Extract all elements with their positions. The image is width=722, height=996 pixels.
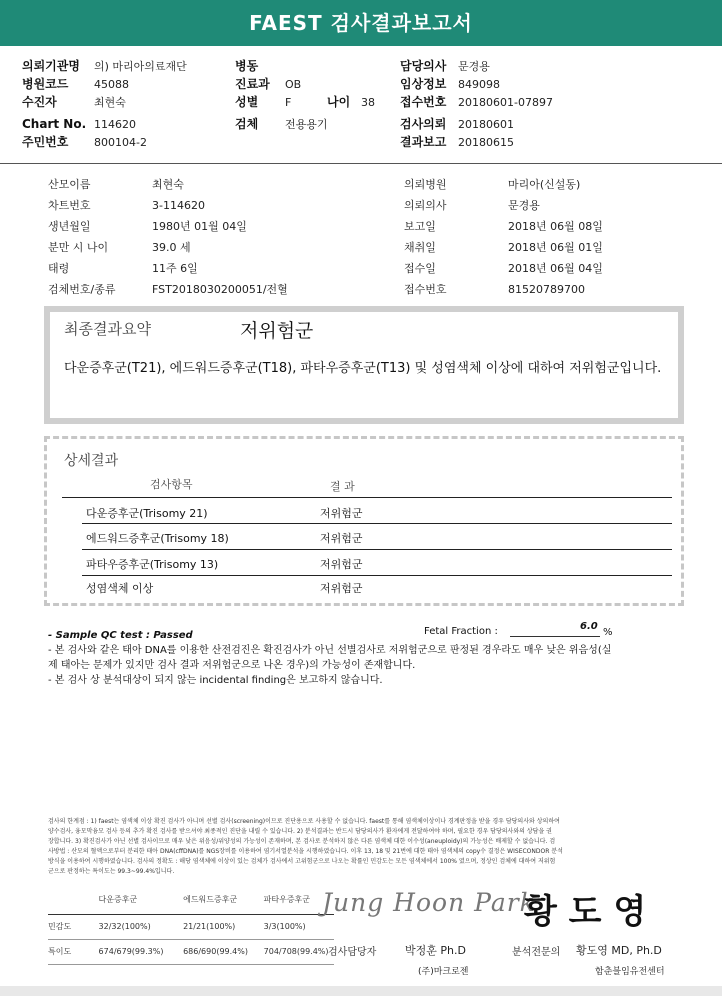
patient-value: 2018년 06월 04일 [508, 262, 603, 275]
table-row-item: 다운증후군(Trisomy 21) [86, 507, 208, 520]
patient-key: 태령 [48, 262, 70, 275]
accuracy-cell: 704/708(99.4%) [263, 947, 329, 956]
header-key: 검사의뢰 [400, 117, 447, 131]
patient-key: 분만 시 나이 [48, 241, 109, 254]
patient-value: 3-114620 [152, 199, 205, 212]
header-key: Chart No. [22, 117, 87, 131]
accuracy-row-label: 특이도 [48, 947, 72, 956]
table-row-line [82, 549, 672, 550]
limitation-line: 양수검사, 융모막융모 검사 등의 추가 확진 검사를 받으셔야 최종적인 진단을 내릴 수 있습니다. 2) 분석결과는 반드시 담당의사가 환자에게 전달하여야 하며, 필요한 경우 담당의사와의 상담을 권 [48, 828, 552, 835]
patient-value: 2018년 06월 01일 [508, 241, 603, 254]
summary-text: 다운증후군(T21), 에드워드증후군(T18), 파타우증후군(T13) 및 성염색체 이상에 대하여 저위험군입니다. [64, 361, 662, 376]
accuracy-cell: 3/3(100%) [263, 922, 306, 931]
accuracy-cell: 32/32(100%) [98, 922, 151, 931]
header-divider [0, 163, 722, 164]
bottom-bar [0, 986, 722, 996]
fetal-fraction-label: Fetal Fraction : [424, 626, 498, 637]
header-value: 20180601-07897 [458, 96, 553, 109]
header-value: 114620 [94, 118, 136, 131]
patient-value: 1980년 01월 04일 [152, 220, 247, 233]
patient-key: 보고일 [404, 220, 436, 233]
limitation-line: 군으로 판정하는 특이도는 99.3~99.4%입니다. [48, 868, 175, 875]
header-value: 20180615 [458, 136, 514, 149]
header-key: 결과보고 [400, 135, 447, 149]
limitation-line: 검사의 한계점 : 1) faest는 염색체 이상 확진 검사가 아니며 선별 검사(screening)이므로 진단용으로 사용할 수 없습니다. faest를 통해 염색체이상이나 경계판정을 받을 경우 담당의사와 상의하여 [48, 818, 560, 825]
patient-key: 산모이름 [48, 178, 91, 191]
header-value: OB [285, 78, 302, 91]
patient-key: 의뢰의사 [404, 199, 447, 212]
patient-value: 2018년 06월 08일 [508, 220, 603, 233]
table-row-result: 저위험군 [320, 507, 363, 520]
table-header-line [62, 497, 672, 498]
header-value: 전용용기 [285, 118, 328, 131]
fetal-fraction-underline [510, 636, 600, 637]
header-key: 의뢰기관명 [22, 59, 80, 73]
patient-value: 마리아(신설동) [508, 178, 581, 191]
header-col2 [235, 55, 375, 131]
accuracy-col-header: 파타우증후군 [263, 895, 311, 904]
note-line: 제 태아는 문제가 있지만 검사 결과 저위험군으로 나온 경우)의 가능성이 존재합니다. [48, 660, 416, 671]
expert-name: 황도영 MD, Ph.D [576, 944, 662, 957]
header-value: 문경용 [458, 60, 490, 73]
signature-jung-hoon-park: Jung Hoon Park [322, 888, 536, 917]
header-value: 20180601 [458, 118, 514, 131]
tester-label: 검사담당자 [328, 947, 377, 958]
summary-label: 최종결과요약 [64, 320, 151, 338]
header-key: 검체 [235, 117, 259, 131]
col-header-item: 검사항목 [150, 478, 193, 491]
patient-value: 81520789700 [508, 283, 585, 296]
patient-key: 접수번호 [404, 283, 447, 296]
table-row-result: 저위험군 [320, 532, 363, 545]
patient-key: 검체번호/종류 [48, 283, 116, 296]
accuracy-cell: 674/679(99.3%) [98, 947, 164, 956]
header-col3 [400, 55, 553, 149]
col-header-result: 결 과 [330, 480, 355, 493]
header-value: F [285, 96, 292, 109]
table-row-result: 저위험군 [320, 582, 363, 595]
note-line: - 본 검사와 같은 태아 DNA를 이용한 산전검진은 확진검사가 아닌 선별검사로 저위험군으로 판정된 경우라도 매우 낮은 위음성(실 [48, 645, 612, 656]
patient-key: 접수일 [404, 262, 436, 275]
sample-qc: - Sample QC test : Passed [48, 630, 193, 641]
table-row-line [82, 523, 672, 524]
tester-name: 박정훈 Ph.D [405, 944, 466, 957]
accuracy-col-header: 에드워드증후군 [183, 895, 238, 904]
accuracy-table [48, 894, 334, 965]
header-key: 병동 [235, 59, 259, 73]
header-key: 진료과 [235, 77, 270, 91]
limitation-line: 장합니다. 3) 확진검사가 아닌 선별 검사이므로 매우 낮은 위음성/위양성의 가능성이 존재하며, 본 검사로 분석하지 않은 다른 염색체 대한 이수성(aneuploidy)의 가능성은 배제할 수 없습니다. 검 [48, 838, 556, 845]
accuracy-row-label: 민감도 [48, 922, 72, 931]
header-key: 수진자 [22, 95, 57, 109]
patient-key: 의뢰병원 [404, 178, 447, 191]
fetal-fraction-unit: % [603, 627, 613, 638]
patient-key: 차트번호 [48, 199, 91, 212]
header-key: 주민번호 [22, 135, 69, 149]
header-key: 병원코드 [22, 77, 69, 91]
table-row-item: 성염색체 이상 [86, 582, 154, 595]
limitation-line: 방식을 이용하여 시행하였습니다. 검사의 정확도 : 해당 염색체에 이상이 있는 검체가 검사에서 고위험군으로 나오는 확률인 민감도는 모든 염색체에서 100% 였으며, 정상인 검체에 대하여 저위험 [48, 858, 556, 865]
patient-key: 채취일 [404, 241, 436, 254]
header-value: 의) 마리아의료재단 [94, 60, 187, 73]
header-col1 [22, 55, 187, 149]
patient-value: 39.0 세 [152, 241, 191, 254]
detail-title: 상세결과 [64, 453, 119, 469]
table-row-item: 에드워드증후군(Trisomy 18) [86, 532, 229, 545]
patient-value: 11주 6일 [152, 262, 198, 275]
header-key: 성별 [235, 95, 259, 109]
summary-value: 저위험군 [240, 320, 314, 342]
header-key: 접수번호 [400, 95, 447, 109]
patient-value: FST2018030200051/전혈 [152, 283, 288, 296]
accuracy-cell: 686/690(99.4%) [183, 947, 248, 956]
patient-value: 문경용 [508, 199, 540, 212]
header-value: 849098 [458, 78, 500, 91]
table-row-item: 파타우증후군(Trisomy 13) [86, 558, 219, 571]
header-value: 최현숙 [94, 96, 126, 109]
patient-info-left [48, 173, 288, 299]
accuracy-col-header: 다운증후군 [98, 895, 138, 904]
note-line: - 본 검사 상 분석대상이 되지 않는 incidental finding은 보고하지 않습니다. [48, 675, 383, 686]
patient-key: 생년월일 [48, 220, 91, 233]
header-value: 45088 [94, 78, 129, 91]
header-value: 800104-2 [94, 136, 147, 149]
notes [48, 643, 688, 688]
expert-label: 분석전문의 [512, 947, 561, 958]
age-value: 38 [361, 96, 375, 109]
accuracy-cell: 21/21(100%) [183, 922, 236, 931]
limitation-line: 사방법 : 산모의 혈액으로부터 분리한 태아 DNA(cffDNA)를 NGS장비를 이용하여 염기서열분석을 시행하였습니다. 이후 13, 18 및 21번에 대한 태아 염색체의 copy수 결정은 WISECONDOR 분석 [48, 848, 563, 855]
age-label: 나이 [327, 95, 351, 109]
tester-org: (주)마크로젠 [418, 967, 469, 977]
fetal-fraction-value: 6.0 [580, 621, 598, 632]
header-key: 임상정보 [400, 77, 447, 91]
patient-info-right [404, 173, 603, 299]
table-row-line [82, 575, 672, 576]
header-key: 담당의사 [400, 59, 447, 73]
limitations-text [48, 817, 688, 877]
signature-hwang: 황 도 영 [524, 892, 647, 932]
patient-value: 최현숙 [152, 178, 184, 191]
report-title: FAEST 검사결과보고서 [0, 0, 722, 46]
table-row-result: 저위험군 [320, 558, 363, 571]
expert-org: 함춘블임유전센터 [595, 967, 665, 977]
